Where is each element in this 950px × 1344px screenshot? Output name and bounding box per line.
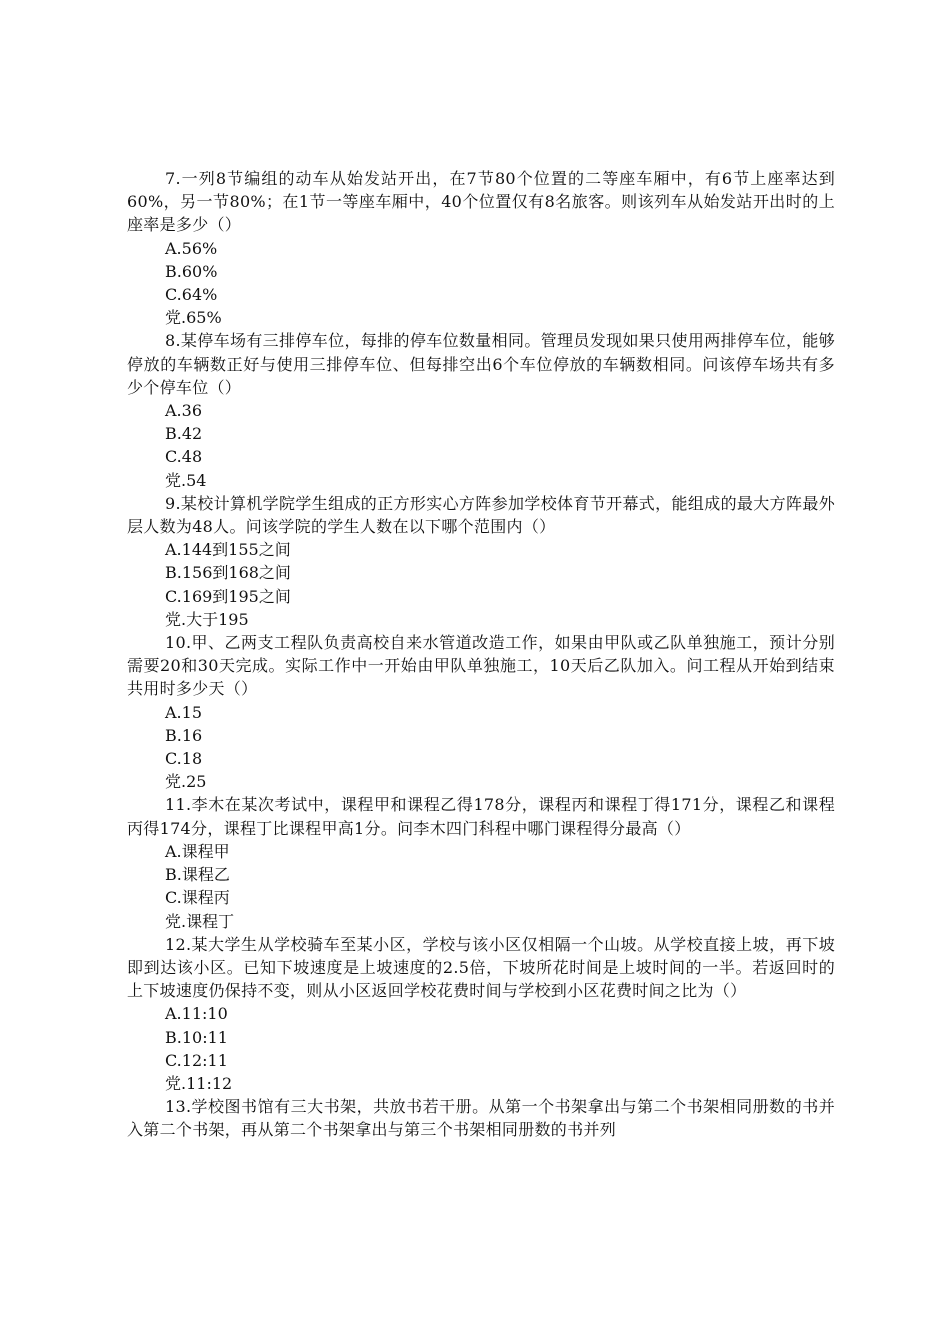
question-stem: 13.学校图书馆有三大书架，共放书若干册。从第一个书架拿出与第二个书架相同册数的书并入第二个书架，再从第二个书架拿出与第三个书架相同册数的书并列	[127, 1097, 835, 1140]
option-a: A.课程甲	[165, 841, 230, 861]
question-stem: 7.一列8节编组的动车从始发站开出，在7节80个位置的二等座车厢中，有6节上座率达到60%，另一节80%；在1节一等座车厢中，40个位置仅有8名旅客。则该列车从始发站开出时的上座率是多少（）	[127, 169, 835, 235]
option-c: C.169到195之间	[165, 586, 291, 606]
option-c: C.64%	[165, 285, 218, 305]
option-c: C.18	[165, 749, 203, 769]
question-stem: 12.某大学生从学校骑车至某小区，学校与该小区仅相隔一个山坡。从学校直接上坡，再下坡即到达该小区。已知下坡速度是上坡速度的2.5倍，下坡所花时间是上坡时间的一半。若返回时的上下坡速度仍保持不变，则从小区返回学校花费时间与学校到小区花费时间之比为（）	[127, 934, 835, 1001]
question-10	[127, 631, 835, 793]
option-b: B.16	[165, 725, 203, 745]
question-12	[127, 933, 835, 1095]
option-d: 党.54	[165, 470, 207, 490]
option-d: 党.课程丁	[165, 911, 235, 931]
option-a: A.11:10	[165, 1004, 228, 1024]
option-b: B.42	[165, 424, 203, 444]
question-9	[127, 492, 835, 631]
option-a: A.15	[165, 702, 202, 722]
option-a: A.144到155之间	[165, 540, 291, 560]
option-a: A.56%	[165, 238, 218, 258]
option-a: A.36	[165, 401, 202, 421]
option-c: C.12:11	[165, 1050, 228, 1070]
question-11	[127, 793, 835, 932]
option-b: B.课程乙	[165, 865, 230, 885]
option-c: C.课程丙	[165, 888, 230, 908]
option-d: 党.11:12	[165, 1073, 233, 1093]
question-stem: 8.某停车场有三排停车位，每排的停车位数量相同。管理员发现如果只使用两排停车位，能够停放的车辆数正好与使用三排停车位、但每排空出6个车位停放的车辆数相同。问该停车场共有多少个停车位（）	[127, 331, 835, 397]
question-stem: 9.某校计算机学院学生组成的正方形实心方阵参加学校体育节开幕式，能组成的最大方阵最外层人数为48人。问该学院的学生人数在以下哪个范围内（）	[127, 493, 835, 537]
question-7	[127, 167, 835, 329]
option-b: B.60%	[165, 261, 218, 281]
option-b: B.10:11	[165, 1027, 228, 1047]
option-c: C.48	[165, 447, 203, 467]
option-b: B.156到168之间	[165, 563, 291, 583]
option-d: 党.65%	[165, 308, 222, 328]
question-8	[127, 329, 835, 491]
question-13	[127, 1095, 835, 1141]
question-stem: 11.李木在某次考试中，课程甲和课程乙得178分，课程丙和课程丁得171分，课程乙和课程丙得174分，课程丁比课程甲高1分。问李木四门科程中哪门课程得分最高（）	[127, 795, 835, 838]
document-page	[127, 167, 835, 1142]
option-d: 党.大于195	[165, 609, 249, 629]
option-d: 党.25	[165, 772, 207, 792]
question-stem: 10.甲、乙两支工程队负责高校自来水管道改造工作，如果由甲队或乙队单独施工，预计分别需要20和30天完成。实际工作中一开始由甲队单独施工，10天后乙队加入。问工程从开始到结束共用时多少天（）	[127, 633, 835, 699]
